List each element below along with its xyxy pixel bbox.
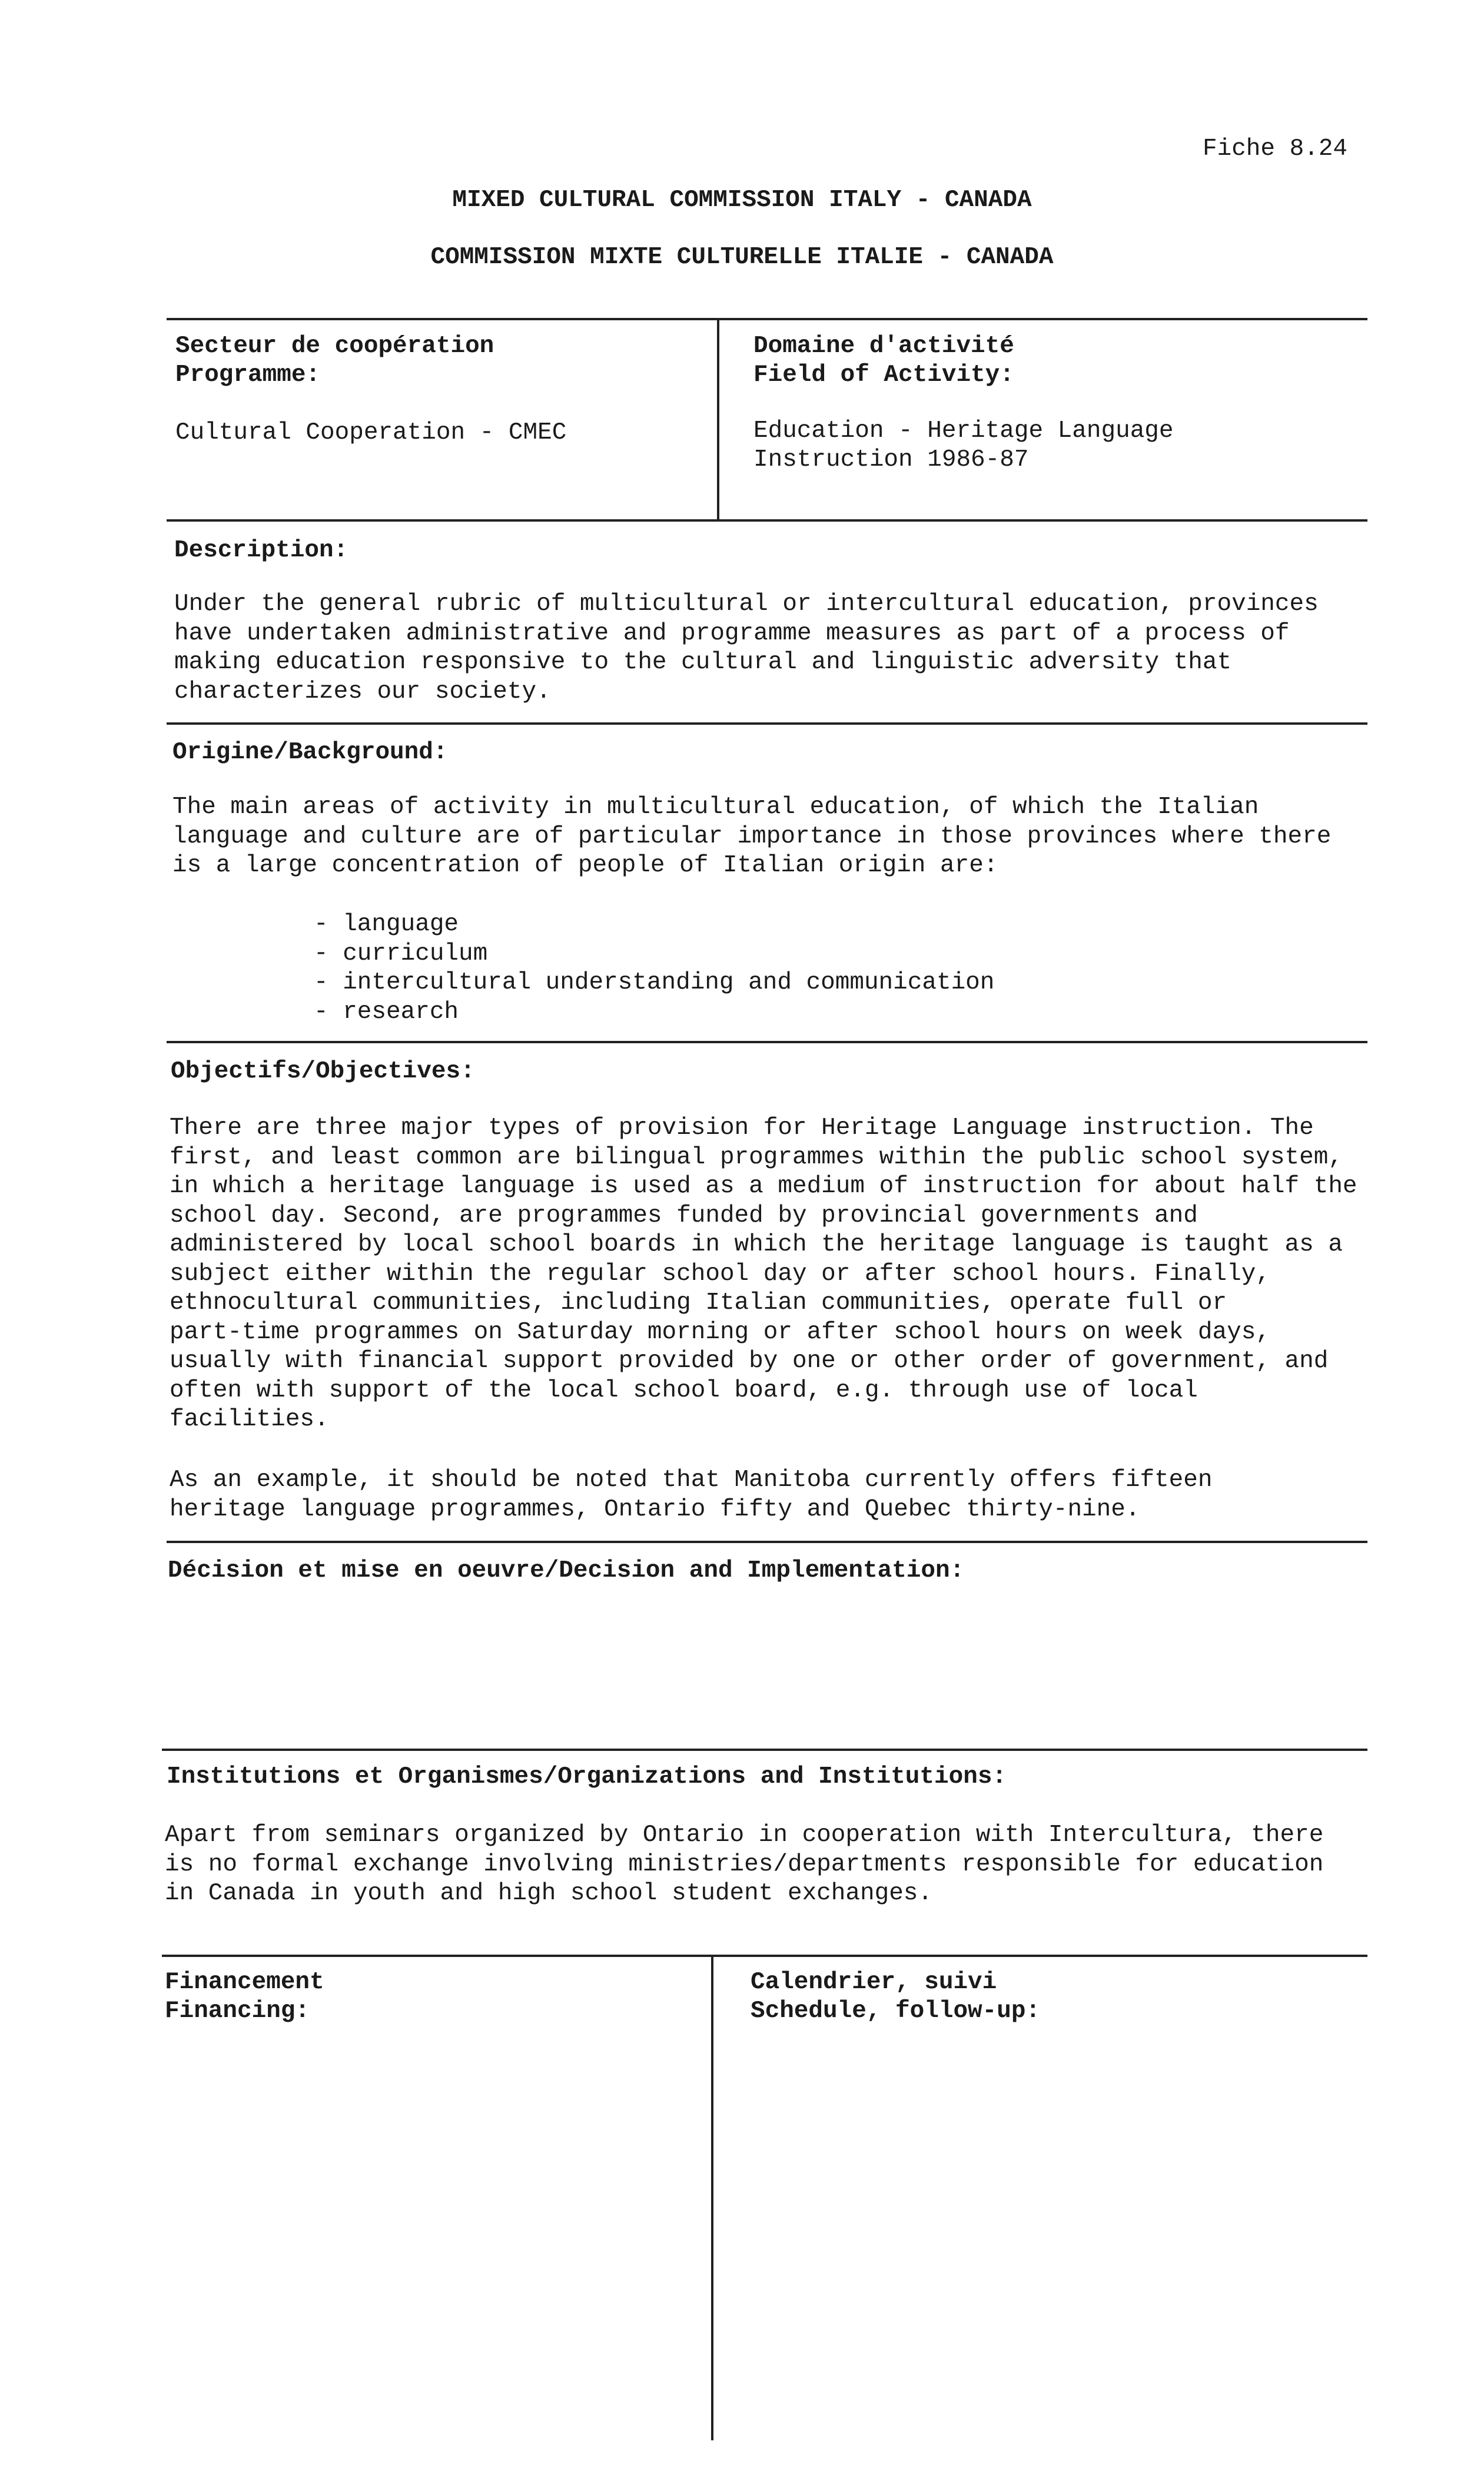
objectives-line: ethnocultural communities, including Italian communities, operate full or: [170, 1289, 1227, 1316]
objectives-line: first, and least common are bilingual programmes within the public school system,: [170, 1143, 1343, 1171]
list-item: - curriculum: [314, 940, 488, 967]
top-box-divider: [717, 318, 719, 521]
financing-label-en: Financing:: [165, 1998, 310, 2025]
objectives-line: As an example, it should be noted that Manitoba currently offers fifteen: [170, 1467, 1213, 1494]
fiche-number: Fiche 8.24: [1203, 135, 1348, 162]
description-line: Under the general rubric of multicultural or intercultural education, provinces: [174, 591, 1319, 618]
field-label-fr: Domaine d'activité: [753, 333, 1014, 360]
field-label-en: Field of Activity:: [753, 361, 1014, 389]
background-line: The main areas of activity in multicultural education, of which the Italian: [172, 794, 1259, 821]
top-box-top-rule: [167, 318, 1367, 320]
institutions-heading: Institutions et Organismes/Organizations and Institutions:: [167, 1763, 1007, 1790]
field-value-line-1: Education - Heritage Language: [753, 417, 1174, 444]
description-line: characterizes our society.: [174, 678, 551, 705]
background-line: is a large concentration of people of Italian origin are:: [172, 852, 998, 879]
objectives-line: subject either within the regular school day or after school hours. Finally,: [170, 1260, 1270, 1288]
list-item: - language: [314, 911, 459, 938]
objectives-line: There are three major types of provision for Heritage Language instruction. The: [170, 1114, 1314, 1142]
sector-label-en: Programme:: [175, 361, 321, 389]
objectives-line: school day. Second, are programmes funded by provincial governments and: [170, 1202, 1198, 1229]
objectives-line: facilities.: [170, 1406, 329, 1433]
schedule-label-fr: Calendrier, suivi: [751, 1969, 997, 1996]
objectives-paragraph-2: [170, 1466, 1213, 1524]
description-heading: Description:: [174, 537, 348, 564]
field-value-line-2: Instruction 1986-87: [753, 446, 1029, 473]
bottom-box-top-rule: [162, 1955, 1367, 1957]
sector-value: Cultural Cooperation - CMEC: [175, 419, 567, 446]
description-text: [174, 590, 1319, 706]
institutions-text: [165, 1821, 1323, 1909]
objectives-paragraph-1: [170, 1114, 1357, 1435]
objectives-line: in which a heritage language is used as a medium of instruction for about half the: [170, 1173, 1357, 1200]
list-item: - research: [314, 998, 459, 1026]
decision-heading: Décision et mise en oeuvre/Decision and Implementation:: [168, 1557, 965, 1584]
top-box-bottom-rule: [167, 519, 1367, 522]
description-line: have undertaken administrative and programme measures as part of a process of: [174, 619, 1290, 647]
sector-label-fr: Secteur de coopération: [175, 333, 494, 360]
background-line: language and culture are of particular importance in those provinces where there: [172, 822, 1332, 850]
institutions-line: Apart from seminars organized by Ontario in cooperation with Intercultura, there: [165, 1822, 1324, 1849]
bottom-box-divider: [711, 1955, 713, 2440]
institutions-line: is no formal exchange involving ministries/departments responsible for education: [165, 1850, 1324, 1878]
title-french: COMMISSION MIXTE CULTURELLE ITALIE - CANADA: [430, 244, 1054, 271]
rule-institutions: [162, 1749, 1367, 1751]
rule-objectives: [167, 1041, 1367, 1043]
rule-decision: [167, 1541, 1367, 1543]
institutions-line: in Canada in youth and high school student exchanges.: [165, 1880, 933, 1907]
objectives-line: administered by local school boards in which the heritage language is taught as a: [170, 1231, 1343, 1258]
rule-background: [167, 722, 1367, 725]
background-text: [172, 793, 1331, 881]
financing-label-fr: Financement: [165, 1969, 324, 1996]
objectives-heading: Objectifs/Objectives:: [171, 1058, 475, 1085]
objectives-line: often with support of the local school board, e.g. through use of local: [170, 1376, 1198, 1404]
description-line: making education responsive to the cultural and linguistic adversity that: [174, 649, 1232, 676]
background-list: [314, 910, 994, 1027]
title-english: MIXED CULTURAL COMMISSION ITALY - CANADA: [452, 187, 1032, 214]
background-heading: Origine/Background:: [172, 739, 448, 766]
schedule-label-en: Schedule, follow-up:: [751, 1998, 1041, 2025]
list-item: - intercultural understanding and communication: [314, 969, 995, 996]
objectives-line: usually with financial support provided by one or other order of government, and: [170, 1348, 1329, 1375]
objectives-line: heritage language programmes, Ontario fifty and Quebec thirty-nine.: [170, 1495, 1140, 1523]
objectives-line: part-time programmes on Saturday morning or after school hours on week days,: [170, 1318, 1270, 1346]
